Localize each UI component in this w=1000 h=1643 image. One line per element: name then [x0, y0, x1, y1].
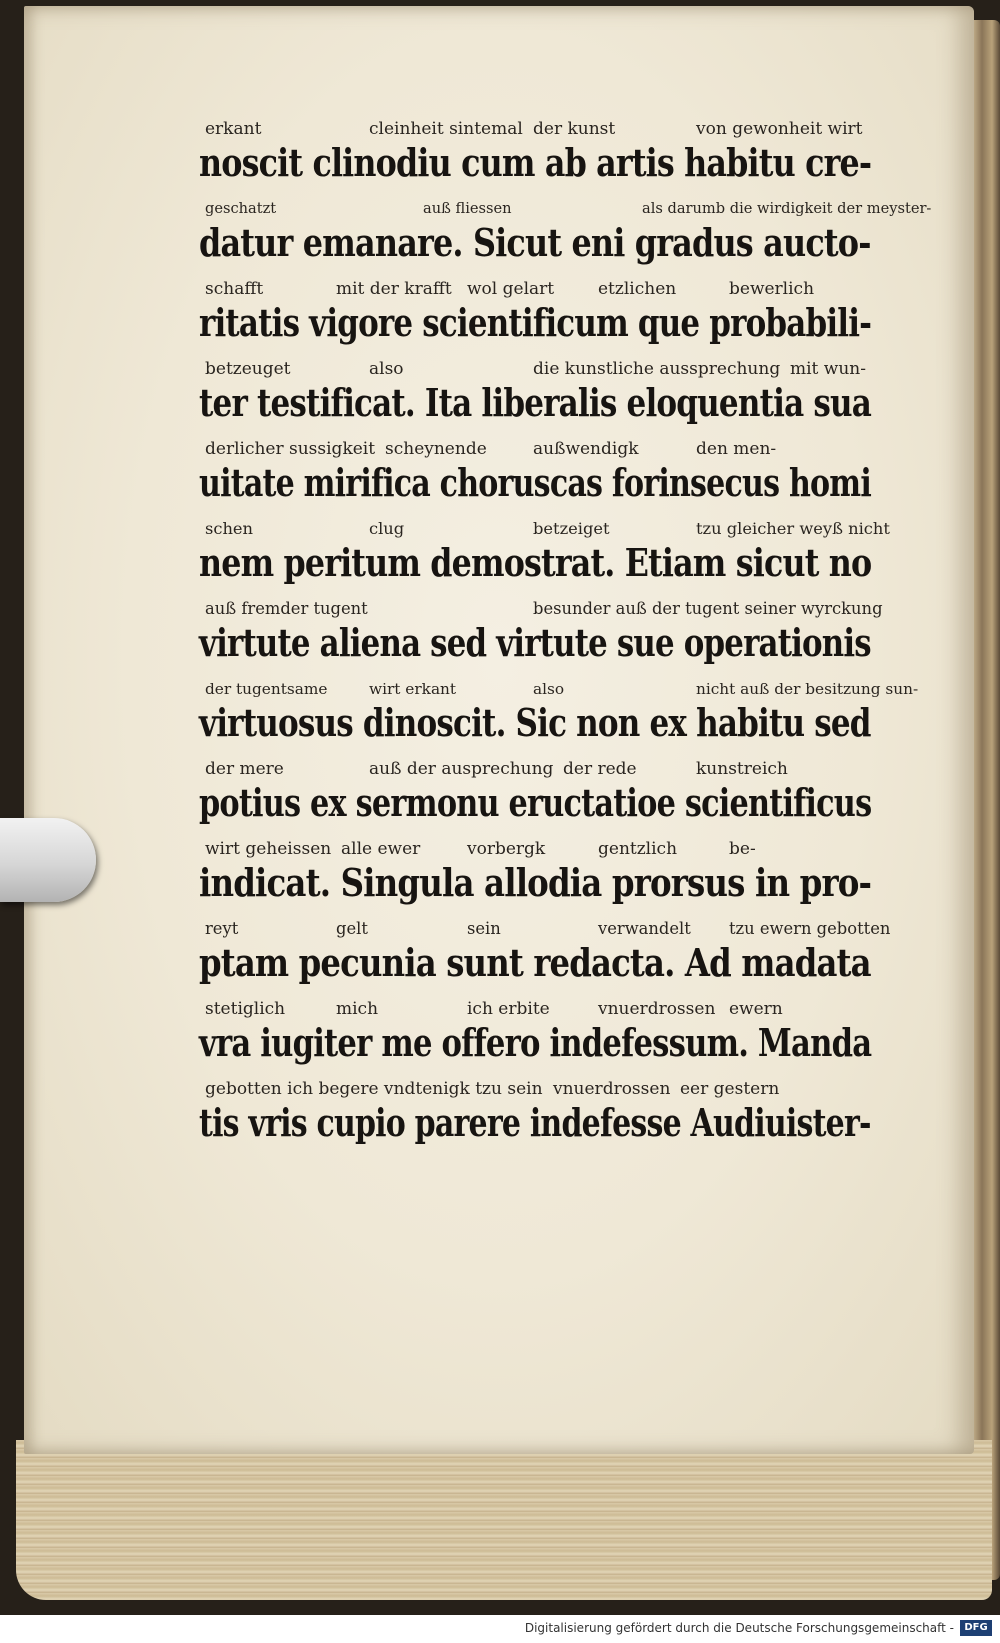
gloss-word: sein — [467, 919, 501, 938]
latin-line: noscit clinodiu cum ab artis habitu cre- — [199, 140, 872, 185]
gloss-line — [205, 198, 932, 220]
gloss-word: gelt — [336, 919, 368, 938]
latin-line: virtute aliena sed virtute sue operationis — [199, 620, 871, 665]
text-pair — [199, 512, 890, 592]
gloss-word: eer gestern — [680, 1079, 780, 1099]
footer-bar — [0, 1615, 1000, 1643]
gloss-word: von gewonheit wirt — [696, 119, 863, 139]
gloss-word: also — [533, 680, 565, 698]
interlinear-text — [199, 112, 932, 1152]
text-pair — [199, 192, 932, 272]
gloss-word: scheynende — [385, 439, 487, 459]
gloss-line — [205, 518, 890, 540]
text-pair — [199, 912, 891, 992]
latin-line: ritatis vigore scientificum que probabili- — [199, 300, 872, 345]
gloss-word: der rede — [563, 759, 637, 779]
gloss-word: erkant — [205, 119, 262, 139]
text-pair — [199, 992, 872, 1072]
gloss-word: die kunstliche aussprechung — [533, 359, 781, 379]
gloss-word: mit wun- — [790, 359, 866, 379]
gloss-word: vnuerdrossen — [598, 999, 716, 1019]
gloss-line — [205, 918, 891, 940]
gloss-word: alle ewer — [341, 839, 421, 859]
gloss-word: besunder auß der tugent seiner wyrckung — [533, 599, 883, 618]
gloss-word: nicht auß der besitzung sun- — [696, 680, 919, 698]
gloss-word: derlicher sussigkeit — [205, 439, 376, 459]
gloss-line — [205, 598, 883, 620]
gloss-word: vorbergk — [467, 839, 546, 859]
text-pair — [199, 592, 883, 672]
latin-line: virtuosus dinoscit. Sic non ex habitu sed — [199, 700, 871, 745]
gloss-word: etzlichen — [598, 279, 677, 299]
gloss-word: stetiglich — [205, 999, 286, 1019]
gloss-word: bewerlich — [729, 279, 815, 299]
gloss-word: tzu gleicher weyß nicht — [696, 519, 890, 538]
gloss-word: gebotten ich begere vndtenigk tzu sein — [205, 1079, 543, 1099]
gloss-word: ewern — [729, 999, 783, 1019]
gloss-word: also — [369, 359, 404, 379]
gloss-word: den men- — [696, 439, 777, 459]
text-pair — [199, 352, 872, 432]
text-pair — [199, 272, 872, 352]
gloss-line — [205, 278, 870, 300]
gloss-word: mich — [336, 999, 379, 1019]
gloss-word: auß fliessen — [423, 200, 512, 217]
dfg-logo-icon: DFG — [960, 1620, 992, 1636]
latin-line: uitate mirifica choruscas forinsecus homi — [199, 460, 871, 505]
gloss-word: be- — [729, 839, 756, 859]
gloss-word: geschatzt — [205, 200, 277, 217]
gloss-word: der tugentsame — [205, 680, 328, 698]
gloss-word: betzeuget — [205, 359, 291, 379]
text-pair — [199, 1072, 871, 1152]
gloss-word: schafft — [205, 279, 264, 299]
gloss-word: als darumb die wirdigkeit der meyster- — [642, 200, 932, 217]
text-pair — [199, 432, 871, 512]
latin-line: datur emanare. Sicut eni gradus aucto- — [199, 220, 871, 265]
gloss-word: gentzlich — [598, 839, 678, 859]
gloss-word: reyt — [205, 919, 239, 938]
gloss-word: vnuerdrossen — [553, 1079, 671, 1099]
gloss-word: wol gelart — [467, 279, 555, 299]
gloss-word: wirt erkant — [369, 680, 457, 698]
gloss-word: clug — [369, 519, 405, 538]
gloss-word: der kunst — [533, 119, 616, 139]
gloss-line — [205, 838, 870, 860]
latin-line: potius ex sermonu eructatioe scientificus — [199, 780, 872, 825]
latin-line: vra iugiter me offero indefessum. Manda — [199, 1020, 872, 1065]
gloss-word: verwandelt — [598, 919, 691, 938]
gloss-line — [205, 758, 870, 780]
text-pair — [199, 752, 872, 832]
gloss-word: der mere — [205, 759, 284, 779]
gloss-line — [205, 118, 870, 140]
gloss-word: tzu ewern gebotten — [729, 919, 891, 938]
latin-line: tis vris cupio parere indefesse Audiuister- — [199, 1100, 871, 1145]
footer-credit: Digitalisierung gefördert durch die Deutsche Forschungsgemeinschaft - — [524, 1621, 954, 1635]
gloss-line — [205, 438, 870, 460]
text-pair — [199, 112, 872, 192]
latin-line: ter testificat. Ita liberalis eloquentia sua — [199, 380, 872, 425]
page-clip — [0, 818, 96, 902]
book-page-edges — [16, 1440, 992, 1600]
gloss-line — [205, 998, 870, 1020]
gloss-line — [205, 678, 919, 700]
gloss-word: betzeiget — [533, 519, 610, 538]
text-pair — [199, 832, 872, 912]
gloss-line — [205, 1078, 870, 1100]
latin-line: indicat. Singula allodia prorsus in pro- — [199, 860, 872, 905]
gloss-word: auß fremder tugent — [205, 599, 368, 618]
text-pair — [199, 672, 919, 752]
gloss-word: ich erbite — [467, 999, 550, 1019]
latin-line: nem peritum demostrat. Etiam sicut no — [199, 540, 872, 585]
gloss-word: cleinheit sintemal — [369, 119, 523, 139]
gloss-word: wirt geheissen — [205, 839, 332, 859]
gloss-word: außwendigk — [533, 439, 639, 459]
gloss-word: schen — [205, 519, 254, 538]
gloss-line — [205, 358, 870, 380]
gloss-word: auß der ausprechung — [369, 759, 554, 779]
gloss-word: mit der krafft — [336, 279, 452, 299]
latin-line: ptam pecunia sunt redacta. Ad madata — [199, 940, 871, 985]
gloss-word: kunstreich — [696, 759, 788, 779]
